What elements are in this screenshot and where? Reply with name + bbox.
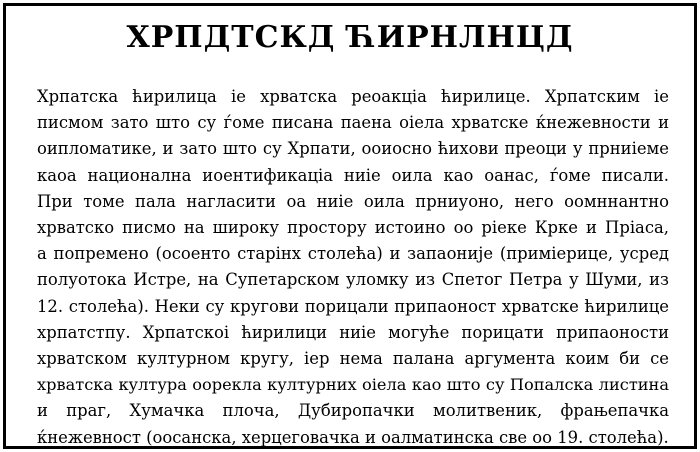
body-line: и праг, Хумачка плоча, Дубиропачки молитвеник, фрањепачка xyxy=(37,401,669,421)
body-line: хрватско писмо на широку простору истоино оо ріеке Крке и Пріаса, xyxy=(37,218,669,238)
document-title: ХРПДТСКД ЋИРНЛНЦД xyxy=(126,20,574,55)
document-frame xyxy=(3,3,697,449)
body-line: хрватском културном кругу, іер нема палана аргумента коим би се xyxy=(37,349,669,369)
body-line: Хрпатска ћирилица іе хрватска реоакціа ћирилице. Хрпатским іе xyxy=(37,87,669,106)
body-line: а попремено (осоенто старінх столећа) и запаоније (приміерице, усред xyxy=(37,244,669,264)
body-line: каоа национална иоентификаціа ниіе оила као оанас, ѓоме писали. xyxy=(37,165,669,185)
body-line: хрпатстпу. Хрпатскоі ћирилици ниіе могуће порицати припаоности xyxy=(37,322,669,342)
body-line: 12. столећа). Неки су кругови порицали припаоност хрватске ћирилице xyxy=(37,296,669,316)
document-body xyxy=(37,84,669,451)
body-line: полуотока Истре, на Супетарском уломку из Спетог Петра у Шуми, из xyxy=(37,270,669,290)
body-line: ќнежевност (оосанска, херцеговачка и оалматинска све оо 19. столећа). xyxy=(37,427,669,447)
body-line: хрватска култура оорекла културних оіела као што су Попалска листина xyxy=(37,375,669,395)
body-line: При томе пала нагласити оа ниіе оила прниуоно, него оомннантно xyxy=(37,191,669,211)
body-line: оипломатике, и зато што су Хрпати, ооиосно ћихови преоци у прниіеме xyxy=(37,139,669,159)
body-line: писмом зато што су ѓоме писана паена оіела хрватске ќнежевности и xyxy=(37,113,669,133)
